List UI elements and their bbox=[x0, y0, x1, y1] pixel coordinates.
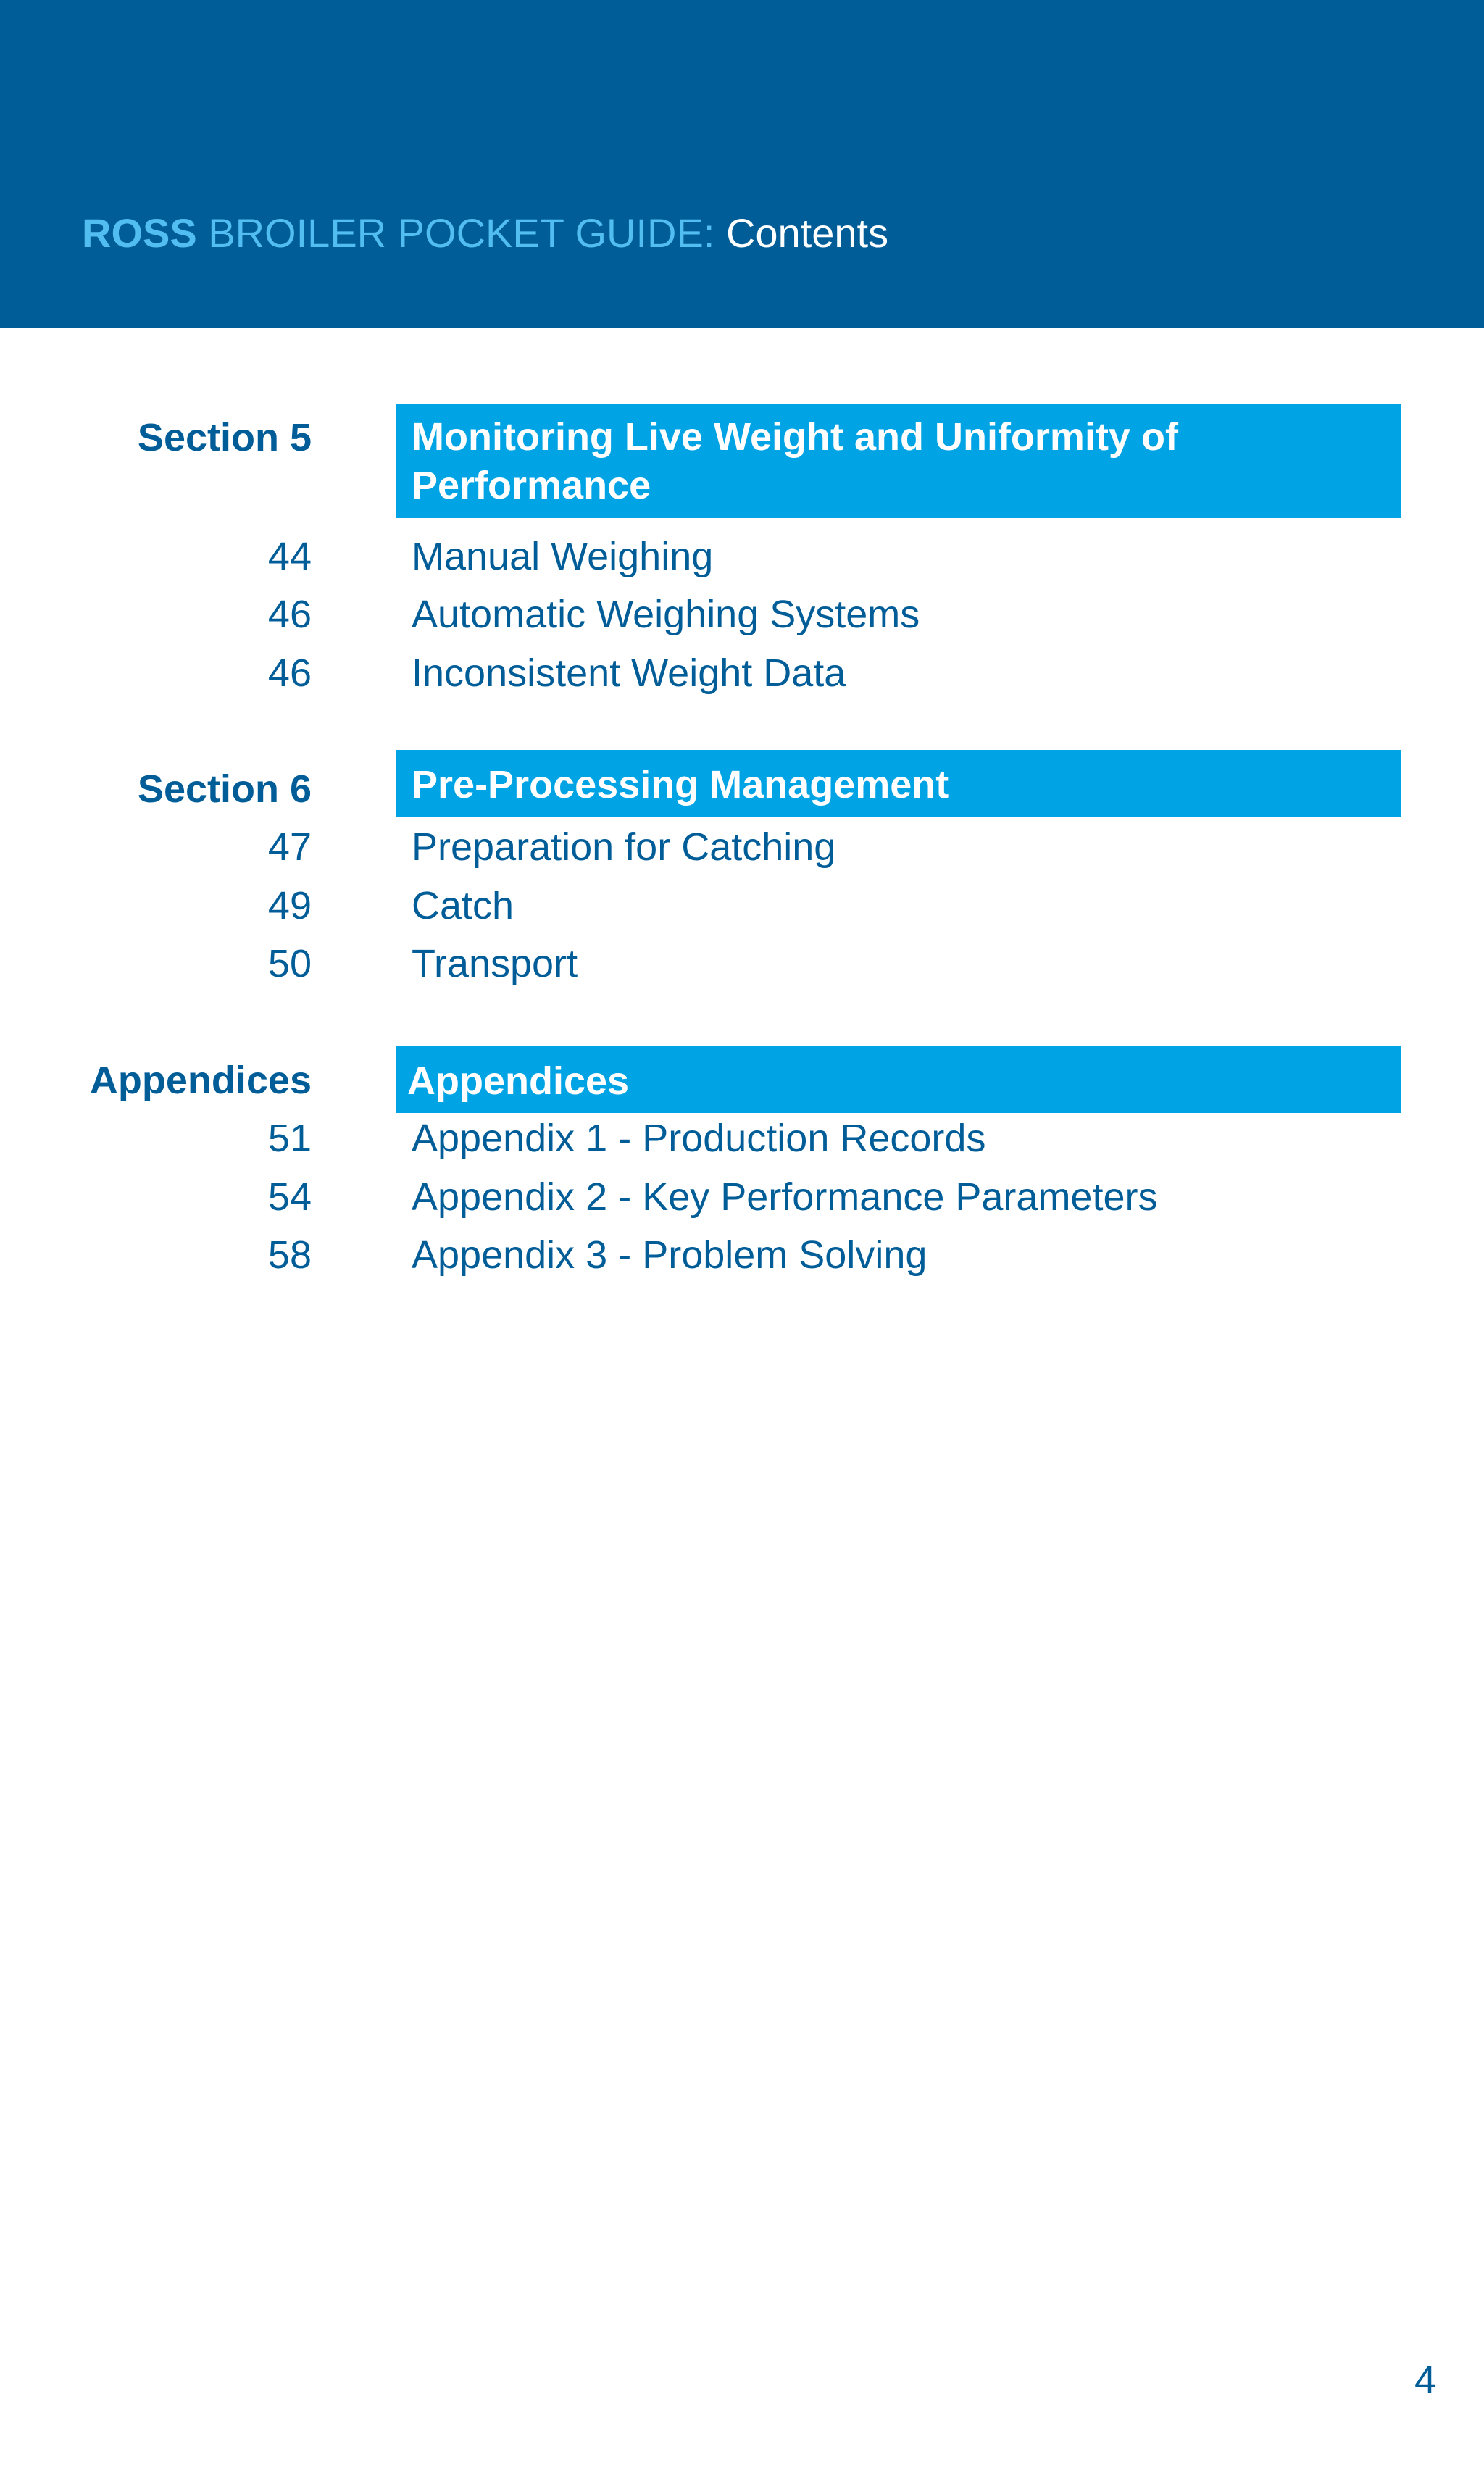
page-header bbox=[0, 0, 1484, 328]
section-label: Section 5 bbox=[137, 416, 312, 459]
page-number: 4 bbox=[1414, 2359, 1436, 2402]
entry-page-number: 50 bbox=[267, 942, 312, 985]
contents-entry-link[interactable]: Preparation for Catching bbox=[412, 825, 836, 869]
entry-page-number: 44 bbox=[267, 535, 312, 578]
contents-entry-link[interactable]: Transport bbox=[412, 942, 578, 985]
header-brand: ROSS bbox=[82, 210, 197, 256]
section-label: Section 6 bbox=[137, 767, 312, 811]
entry-page-number: 49 bbox=[267, 884, 312, 927]
contents-entry-link[interactable]: Appendix 3 - Problem Solving bbox=[412, 1233, 928, 1277]
contents-entry-link[interactable]: Manual Weighing bbox=[412, 535, 714, 578]
entry-page-number: 47 bbox=[267, 825, 312, 869]
contents-entry-link[interactable]: Appendix 1 - Production Records bbox=[412, 1117, 986, 1160]
section-title-bar bbox=[396, 750, 1401, 817]
header-subtitle: BROILER POCKET GUIDE: bbox=[208, 210, 715, 256]
header-page-name: Contents bbox=[725, 210, 889, 256]
section-label: Appendices bbox=[89, 1059, 312, 1102]
entry-page-number: 51 bbox=[267, 1117, 312, 1160]
section-title-line: Performance bbox=[412, 464, 651, 507]
entry-page-number: 54 bbox=[267, 1175, 312, 1219]
header-title bbox=[82, 210, 888, 257]
entry-page-number: 58 bbox=[267, 1233, 312, 1277]
entry-page-number: 46 bbox=[267, 651, 312, 695]
section-title-line: Monitoring Live Weight and Uniformity of bbox=[412, 415, 1178, 459]
contents-entry-link[interactable]: Automatic Weighing Systems bbox=[412, 593, 920, 636]
section-title-line: Appendices bbox=[407, 1059, 630, 1103]
section-title-bar bbox=[396, 404, 1401, 518]
contents-entry-link[interactable]: Appendix 2 - Key Performance Parameters bbox=[412, 1175, 1158, 1219]
contents-entry-link[interactable]: Inconsistent Weight Data bbox=[412, 651, 846, 695]
section-title-bar bbox=[396, 1046, 1401, 1113]
entry-page-number: 46 bbox=[267, 593, 312, 636]
contents-entry-link[interactable]: Catch bbox=[412, 884, 514, 927]
section-title-line: Pre-Processing Management bbox=[412, 763, 949, 806]
